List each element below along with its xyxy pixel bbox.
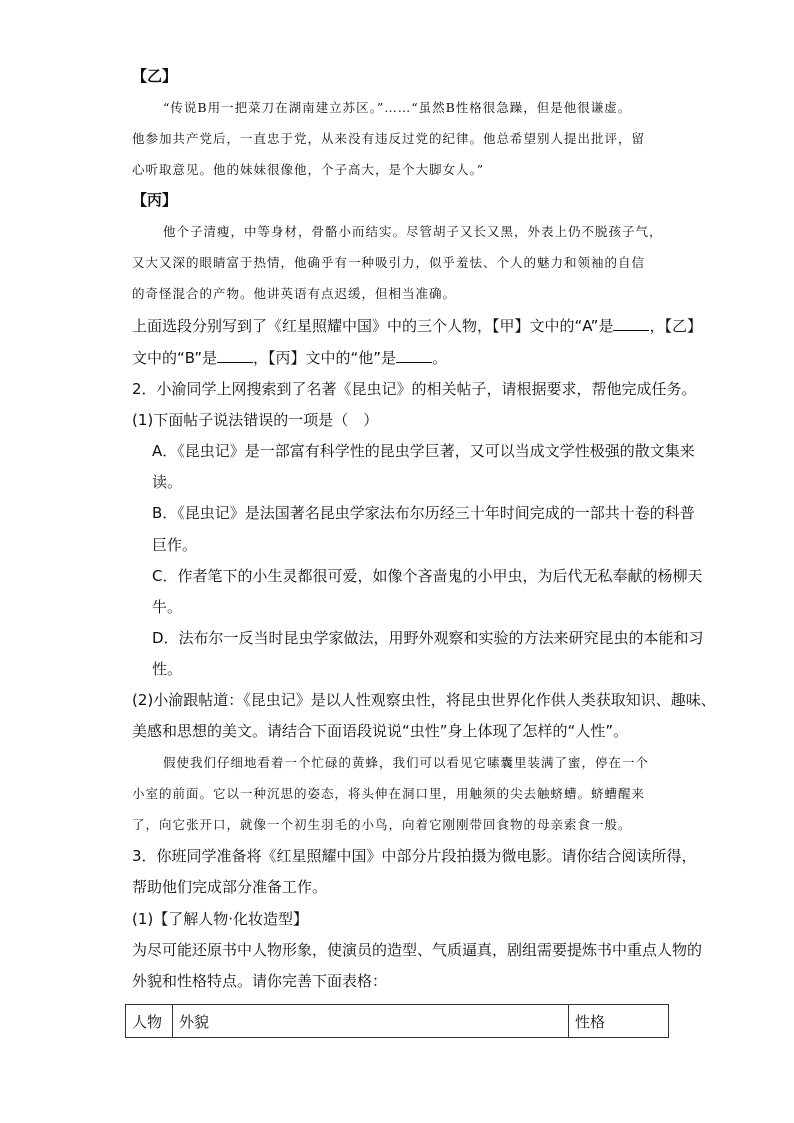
yi-passage-line: 他参加共产党后，一直忠于党，从来没有违反过党的纪律。他总希望别人提出批评，留 <box>132 131 646 146</box>
answer-blank-b[interactable] <box>217 348 253 363</box>
table-header-row <box>126 1005 669 1038</box>
question-3-stem: 帮助他们完成部分准备工作。 <box>132 878 328 896</box>
question-2-stem: 2．小渝同学上网搜索到了名著《昆虫记》的相关帖子，请根据要求，帮他完成任务。 <box>132 380 697 398</box>
fill-question-line <box>132 348 447 368</box>
wasp-passage-line: 假使我们仔细地看着一个忙碌的黄蜂，我们可以看见它嗉囊里装满了蜜，停在一个 <box>163 755 650 770</box>
bing-passage-line: 又大又深的眼睛富于热情，他确乎有一种吸引力，似乎羞怯、个人的魅力和领袖的自信 <box>132 255 646 270</box>
yi-passage-line: 心听取意见。他的妹妹很像他，个子高大，是个大脚女人。” <box>132 162 485 177</box>
character-table <box>125 1004 669 1038</box>
answer-blank-a[interactable] <box>613 316 649 331</box>
question-2-sub2: (2)小渝跟帖道：《昆虫记》是以人性观察虫性，将昆虫世界化作供人类获取知识、趣味、 <box>132 691 716 709</box>
wasp-passage-line: 小室的前面。它以一种沉思的姿态，将头伸在洞口里，用触须的尖去触蛴螬。蛴螬醒来 <box>132 786 646 801</box>
bing-passage-line: 他个子清瘦，中等身材，骨骼小而结实。尽管胡子又长又黑，外表上仍不脱孩子气， <box>163 224 663 239</box>
question-3-sub1: (1)【了解人物·化妆造型】 <box>132 910 309 928</box>
question-2-sub2: 美感和思想的美文。请结合下面语段说说“虫性”身上体现了怎样的“人性”。 <box>132 722 629 740</box>
option-b-cont: 巨作。 <box>152 536 198 554</box>
bing-passage-line: 的奇怪混合的产物。他讲英语有点迟缓，但相当准确。 <box>132 286 457 301</box>
option-a-cont: 读。 <box>152 473 183 491</box>
table-header-cell: 外貌 <box>173 1005 569 1038</box>
fill-question-line <box>132 316 702 336</box>
fill-question-text: 上面选段分别写到了《红星照耀中国》中的三个人物，【甲】文中的“A”是 <box>132 317 614 335</box>
question-3-intro: 为尽可能还原书中人物形象，使演员的造型、气质逼真，剧组需要提炼书中重点人物的 <box>132 941 703 959</box>
option-c: C．作者笔下的小生灵都很可爱，如像个吝啬鬼的小甲虫，为后代无私奉献的杨柳天 <box>152 567 703 585</box>
table-header-cell: 性格 <box>569 1005 669 1038</box>
fill-question-text: 文中的“B”是 <box>132 349 218 367</box>
section-header-yi: 【乙】 <box>132 67 178 85</box>
option-a: A．《昆虫记》是一部富有科学性的昆虫学巨著，又可以当成文学性极强的散文集来 <box>152 442 695 460</box>
option-b: B．《昆虫记》是法国著名昆虫学家法布尔历经三十年时间完成的一部共十卷的科普 <box>152 504 695 522</box>
fill-question-text: 。 <box>432 349 448 367</box>
fill-question-text: ，【乙】 <box>649 317 702 335</box>
table-header-cell: 人物 <box>126 1005 173 1038</box>
fill-question-text: ，【丙】文中的“他”是 <box>253 349 397 367</box>
question-2-sub1: (1)下面帖子说法错误的一项是（ ） <box>132 411 379 429</box>
section-header-bing: 【丙】 <box>132 191 178 209</box>
option-c-cont: 牛。 <box>152 598 183 616</box>
option-d-cont: 性。 <box>152 660 183 678</box>
answer-blank-he[interactable] <box>396 348 432 363</box>
wasp-passage-line: 了，向它张开口，就像一个初生羽毛的小鸟，向着它刚刚带回食物的母亲索食一般。 <box>132 817 632 832</box>
yi-passage-line: “传说B用一把菜刀在湖南建立苏区。”……“虽然B性格很急躁，但是他很谦虚。 <box>163 100 632 115</box>
question-3-stem: 3．你班同学准备将《红星照耀中国》中部分片段拍摄为微电影。请你结合阅读所得， <box>132 847 697 865</box>
option-d: D．法布尔一反当时昆虫学家做法，用野外观察和实验的方法来研究昆虫的本能和习 <box>152 629 704 647</box>
question-3-intro: 外貌和性格特点。请你完善下面表格： <box>132 972 388 990</box>
